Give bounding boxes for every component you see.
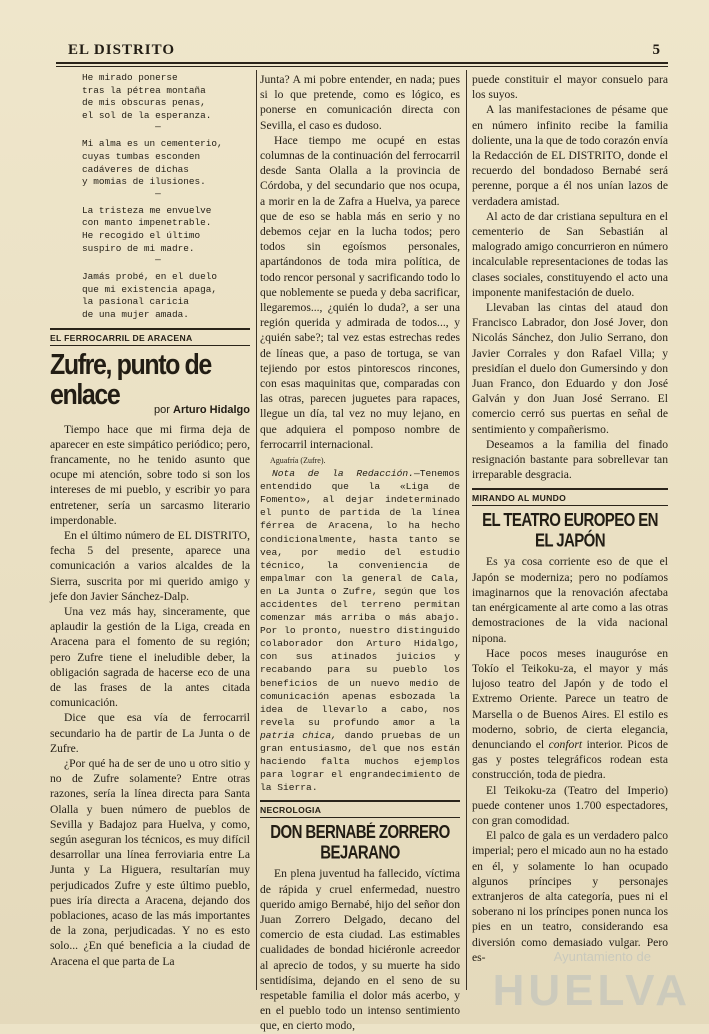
poem-line: de una mujer amada.: [82, 308, 189, 320]
byline-prefix: por: [154, 403, 170, 416]
paragraph: Al acto de dar cristiana sepultura en el cementerio de San Sebastián al malogrado amigo concurrieron en número incalculable representaciones de todas las clases sociales, constituyendo el acto una imponente manifestación de duelo.: [472, 209, 668, 299]
poem-stanza: [66, 271, 250, 321]
poem: [66, 72, 250, 322]
paragraph: El Teikoku-za (Teatro del Imperio) puede contener unos 1.700 espectadores, con gran comodidad.: [472, 783, 668, 827]
column-divider: [466, 70, 467, 990]
note-label: Nota de la Redacción.: [272, 468, 414, 480]
paragraph-text: interior. Picos de gas y postes telegráficos rodean esta construcción, toda de piedra.: [472, 737, 668, 782]
section-label: MIRANDO AL MUNDO: [472, 493, 668, 506]
paragraph: En el último número de EL DISTRITO, fecha 5 del presente, aparece una comunicación a varios alcaldes de la Sierra, suscrita por mi querido amigo y jefe don Javier Sánchez-Dalp.: [50, 528, 250, 603]
editor-note: [260, 467, 460, 794]
note-text: —Tenemos entendido que la «Liga de Fomento», al dejar indeterminado el punto de partida de la línea férrea de Aracena, lo ha hecho condicionalmente, hasta tanto se vea, por medio del estudio técnico, la conveniencia de empalmar con la general de Cala, en La Junta o Zufre, según que los accidentes del terreno permitan comenzar más arriba o más abajo. Por lo pronto, nuestro distinguido colaborador don Arturo Hidalgo, con sus atinados juicios y recabando para su pueblo los beneficios de un nuevo medio de comunicación apenas esbozada la idea de llevarlo a cabo, nos revela su profundo amor a la: [260, 468, 460, 728]
paragraph: Junta? A mi pobre entender, en nada; pues si lo que pretende, como es lógico, es ponerse en comunicación directa con Sevilla, el caso es dudoso.: [260, 73, 460, 132]
poem-line: cadáveres de dichas: [82, 163, 189, 175]
paragraph: Dice que esa vía de ferrocarril secundario ha de partir de La Junta o de Zufre.: [50, 711, 250, 755]
poem-line: el sol de la esperanza.: [82, 109, 212, 121]
poem-separator: —: [155, 254, 161, 266]
page-header: [56, 40, 668, 62]
column-2: [260, 72, 460, 1033]
paragraph: Llevaban las cintas del ataud don Francisco Labrador, don José Jover, don Nicolás Sánchez, don Julio Serrano, don Javier Corrales y don Rafael Villa; y presidían el duelo don Gumersindo y don Juan Franco, don Eduardo y don José Galván y don Juan José Serrano. El comercio cerró sus puertas en señal de sentimiento y compañerismo.: [472, 301, 668, 436]
article-title: EL TEATRO EUROPEO EN EL JAPÓN: [482, 511, 658, 552]
paragraph-text: Hace pocos meses inauguróse en Tokío el Teikoku-za, el mayor y más lujoso teatro del Japón y de todo el Extremo Oriente. Parece un teatro de Marsella o de Buenos Aires. El estilo es moderno, sobrio, de cierta elegancia, denunciando el: [472, 646, 668, 751]
paragraph: Es ya cosa corriente eso de que el Japón se moderniza; pero no podíamos imaginarnos que la renovación afectaba tan enérgicamente al arte como a las otras demostraciones de la vida nacional nipona.: [472, 555, 668, 645]
article-title: Zufre, punto de enlace: [50, 348, 211, 411]
article-title: DON BERNABÉ ZORRERO BEJARANO: [270, 823, 450, 864]
watermark: HUELVA: [492, 966, 691, 1015]
paragraph: Hace tiempo me ocupé en estas columnas de la continuación del ferrocarril desde Santa Olalla a la provincia de Córdoba, y del secundario que nos ocupa, a morir en la de Zafra a Huelva, ya parece que de eso se habla más en serio y no debemos cejar en la lucha todos; pero todos sin egoísmos personales, apartándonos de toda mira política, de todo rencor personal y sacrificando todo lo que noblemente se pueda y deba sacrificar, llegaremos..., ¿quién lo duda?, a ser una región querida y admirada de todos..., y ¿quién sabe?; tal vez estas estrechas redes de líneas que, a paso de tortuga, se van tejiendo por estos pintorescos rincones, con esas maquinitas que, comparadas con las otras, parecen juguetes para rapaces, llegue un día, tal vez no muy lejano, en que adquiera el pomposo nombre de ferrocarril internacional.: [260, 133, 460, 451]
paragraph: ¿Por qué ha de ser de uno u otro sitio y no de Zufre solamente? Entre otras razones, sería la línea directa para Santa Olalla y buen número de pueblos de Sevilla y Badajoz para Huelva, y como, según aseguran los técnicos, es muy difícil desarrollar una línea ferroviaria entre La Junta y La Higuera, resultarían muy perjudicados Zufre y este último pueblo, pues iría directa a Aracena, dejando dos poblaciones, acaso de las más importantes de la zona, perjudicadas. Y no es esto solo... ¿En qué beneficia a la ciudad de Aracena el que parta de La: [50, 756, 250, 968]
newspaper-title: EL DISTRITO: [68, 42, 176, 58]
poem-line: y momias de ilusiones.: [82, 176, 206, 188]
note-italic: patria chica,: [260, 729, 337, 741]
paragraph: En plena juventud ha fallecido, víctima de rápida y cruel enfermedad, nuestro querido amigo Bernabé, hijo del señor don Juan Zorrero Delgado, decano del comercio de esta ciudad. Las estimables cualidades de bondad hiciéronle acreedor al aprecio de todos, y su muerte ha sido sentidísima, dejando en el seno de su respetable familia el dolor más acerbo, y en el pueblo todo un intenso sentimiento que, en cierto modo,: [260, 867, 460, 1033]
poem-line: de mis obscuras penas,: [82, 97, 206, 109]
paragraph: Tiempo hace que mi firma deja de aparecer en este simpático periódico; pero, francamente, no he tenido asunto que ocupe mi atención, sobre todo si son los intereses de mi pueblo, y escribir yo para entretener, sería un sarcasmo literario imperdonable.: [50, 422, 250, 527]
poem-stanza: [66, 205, 250, 265]
paragraph: [472, 646, 668, 783]
paragraph-italic: confort: [548, 737, 583, 751]
column-1: [50, 72, 250, 1012]
poem-line: La tristeza me envuelve: [82, 204, 212, 216]
poem-line: suspiro de mi madre.: [82, 242, 195, 254]
section-label: NECROLOGIA: [260, 805, 460, 818]
poem-line: cuyas tumbas esconden: [82, 150, 201, 162]
paragraph: Una vez más hay, sinceramente, que aplaudir la gestión de la Liga, creada en Aracena para el fomento de su región; pero Zufre tiene el ineludible deber, la obligación sagrada de hacerse eco de una de las frases de la antes citada comunicación.: [50, 604, 250, 710]
article-divider: [50, 328, 250, 330]
note-end: dando pruebas de un gran entusiasmo, del que nos están haciendo falta muchos ejemplos para lograr el engrandecimiento de la Sierra.: [260, 729, 460, 794]
poem-line: que mi existencia apaga,: [82, 283, 218, 295]
poem-line: Jamás probé, en el duelo: [82, 271, 218, 283]
article-divider: [260, 800, 460, 802]
poem-line: He mirado ponerse: [82, 72, 178, 83]
paragraph: Deseamos a la familia del finado resignación bastante para sobrellevar tan irreparable desgracia.: [472, 437, 668, 482]
poem-stanza: [66, 138, 250, 198]
poem-line: Mi alma es un cementerio,: [82, 138, 223, 150]
byline-author: Arturo Hidalgo: [173, 403, 250, 416]
poem-separator: —: [155, 187, 161, 199]
place-date: Aguafría (Zufre).: [270, 456, 326, 466]
poem-line: con manto impenetrable.: [82, 217, 212, 229]
article-divider: [472, 488, 668, 490]
watermark-subtext: Ayuntamiento de: [553, 949, 651, 964]
section-label: EL FERROCARRIL DE ARACENA: [50, 333, 250, 346]
header-rule-thin: [56, 66, 668, 67]
page-number: 5: [652, 42, 660, 58]
poem-line: la pasional caricia: [82, 296, 189, 308]
poem-separator: —: [155, 121, 161, 133]
poem-line: He recogido el último: [82, 229, 201, 241]
poem-stanza: [66, 72, 250, 132]
paragraph: A las manifestaciones de pésame que en número infinito recibe la familia doliente, una la que de todo corazón envía la Redacción de EL DISTRITO, donde el recuerdo del bondadoso Bernabé será perenne, porque a él nos unían lazos de verdadera amistad.: [472, 103, 668, 208]
paragraph: El palco de gala es un verdadero palco imperial; pero el micado aun no ha estado en él, y solamente lo han ocupado algunos príncipes y personajes extranjeros de alta categoría, pues ni el soberano ni los príncipes ponen nunca los pies en un teatro, considerando esa diversión como demasiado vulgar. Pero es-: [472, 829, 668, 964]
column-3: [472, 72, 668, 1012]
paragraph: puede constituir el mayor consuelo para los suyos.: [472, 73, 668, 102]
header-rule: [56, 62, 668, 64]
poem-line: tras la pétrea montaña: [82, 84, 206, 96]
column-divider: [256, 70, 257, 990]
